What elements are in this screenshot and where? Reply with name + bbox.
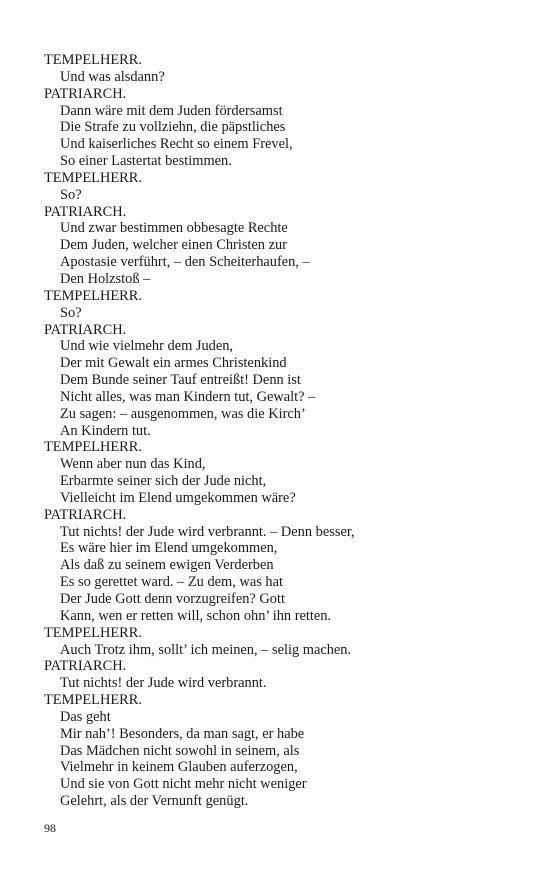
verse-line: Nicht alles, was man Kindern tut, Gewalt? – [60,388,316,405]
verse-line: Gelehrt, als der Vernunft genügt. [60,793,249,810]
speaker-name: TEMPELHERR. [44,439,142,456]
verse-line: So? [60,304,82,321]
verse-line: Das Mädchen nicht sowohl in seinem, als [60,742,300,759]
verse-line: Es so gerettet ward. – Zu dem, was hat [60,574,283,591]
verse-line: Erbarmte seiner sich der Jude nicht, [60,473,267,490]
speaker-name: PATRIARCH. [44,321,127,338]
speaker-name: PATRIARCH. [44,85,127,102]
play-text [44,52,524,810]
verse-line: Tut nichts! der Jude wird verbrannt. [60,675,267,692]
verse-line: Tut nichts! der Jude wird verbrannt. – Denn besser, [60,523,355,540]
verse-line: Der Jude Gott denn vorzugreifen? Gott [60,591,285,607]
verse-line: Es wäre hier im Elend umgekommen, [60,540,278,557]
speaker-name: PATRIARCH. [44,658,127,675]
verse-line: Die Strafe zu vollziehn, die päpstliches [60,119,286,136]
speaker-name: TEMPELHERR. [44,287,142,304]
verse-line: Vielmehr in keinem Glauben auferzogen, [60,759,298,776]
verse-line: So? [60,186,82,203]
page-number: 98 [44,821,56,835]
verse-line: Apostasie verführt, – den Scheiterhaufen, – [60,254,310,271]
verse-line: Dem Juden, welcher einen Christen zur [60,237,287,254]
verse-line: Und zwar bestimmen obbesagte Rechte [60,220,288,237]
verse-line: Und sie von Gott nicht mehr nicht weniger [60,776,307,793]
verse-line: Und was alsdann? [60,68,165,85]
verse-line: Als daß zu seinem ewigen Verderben [60,557,274,574]
speaker-name: TEMPELHERR. [44,169,142,186]
speaker-name: TEMPELHERR. [44,624,142,641]
speaker-name: TEMPELHERR. [44,52,142,68]
verse-line: Mir nah’! Besonders, da man sagt, er habe [60,725,305,742]
speaker-name: TEMPELHERR. [44,692,142,709]
verse-line: Dann wäre mit dem Juden fördersamst [60,102,283,119]
verse-line: Auch Trotz ihm, sollt’ ich meinen, – selig machen. [60,641,352,658]
verse-line: Das geht [60,708,111,725]
speaker-name: PATRIARCH. [44,203,127,220]
verse-line: So einer Lastertat bestimmen. [60,153,232,170]
speaker-name: PATRIARCH. [44,506,127,523]
verse-line: Und wie vielmehr dem Juden, [60,338,234,355]
verse-line: Den Holzstoß – [60,270,151,287]
verse-line: Dem Bunde seiner Tauf entreißt! Denn ist [60,372,301,389]
verse-line: Wenn aber nun das Kind, [60,456,206,473]
verse-line: Vielleicht im Elend umgekommen wäre? [60,489,296,506]
verse-line: An Kindern tut. [60,422,151,439]
verse-line: Der mit Gewalt ein armes Christenkind [60,355,287,372]
verse-line: Zu sagen: – ausgenommen, was die Kirch’ [60,405,306,422]
verse-line: Und kaiserliches Recht so einem Frevel, [60,136,293,153]
verse-line: Kann, wen er retten will, schon ohn’ ihn retten. [60,607,332,624]
